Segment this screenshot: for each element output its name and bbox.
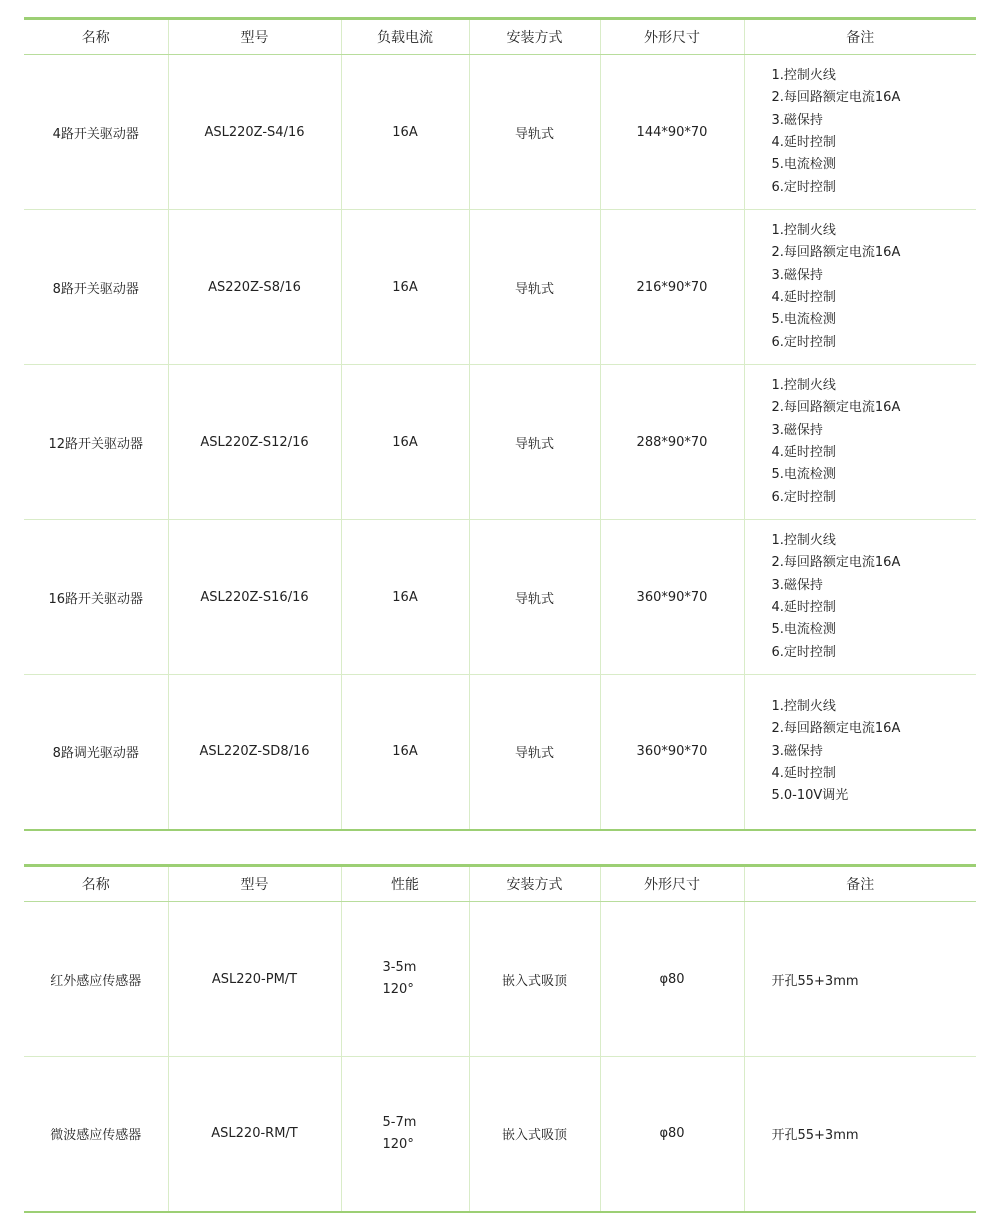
header-mounting: 安装方式 [469, 19, 600, 55]
cell-dimensions: φ80 [600, 902, 744, 1057]
cell-dimensions: φ80 [600, 1057, 744, 1212]
cell-notes [744, 210, 976, 365]
note-text: 开孔55+3mm [771, 1128, 859, 1144]
cell-load-current: 16A [341, 210, 469, 365]
note-item: 2.每回路额定电流16A [771, 400, 901, 416]
header-mounting: 安装方式 [469, 866, 600, 902]
note-item: 4.延时控制 [771, 445, 836, 460]
cell-model: ASL220Z-S4/16 [168, 55, 341, 210]
notes-list [772, 220, 977, 354]
cell-notes [744, 55, 976, 210]
performance-angle: 120° [382, 982, 414, 997]
cell-mounting: 导轨式 [469, 210, 600, 365]
table-row [24, 675, 976, 830]
drivers-spec-table [24, 17, 976, 831]
cell-model: ASL220Z-S12/16 [168, 365, 341, 520]
notes-list [772, 375, 977, 509]
table-row [24, 365, 976, 520]
cell-notes [744, 1057, 976, 1212]
note-item: 3.磁保持 [771, 112, 823, 128]
cell-name: 微波感应传感器 [24, 1057, 168, 1212]
note-item: 5.电流检测 [771, 467, 836, 483]
cell-dimensions: 360*90*70 [600, 675, 744, 830]
cell-mounting: 导轨式 [469, 675, 600, 830]
cell-performance [341, 902, 469, 1057]
cell-dimensions: 216*90*70 [600, 210, 744, 365]
note-item: 4.延时控制 [771, 135, 836, 150]
header-name: 名称 [24, 19, 168, 55]
cell-mounting: 导轨式 [469, 365, 600, 520]
cell-model: AS220Z-S8/16 [168, 210, 341, 365]
cell-load-current: 16A [341, 365, 469, 520]
drivers-header-row [24, 19, 976, 55]
note-item: 5.电流检测 [771, 157, 836, 173]
table-row [24, 520, 976, 675]
note-item: 3.磁保持 [771, 577, 823, 593]
cell-notes [744, 365, 976, 520]
cell-model: ASL220-RM/T [168, 1057, 341, 1212]
performance-range: 5-7m [382, 1114, 417, 1130]
cell-load-current: 16A [341, 520, 469, 675]
header-dimensions: 外形尺寸 [600, 19, 744, 55]
cell-name: 4路开关驱动器 [24, 55, 168, 210]
note-item: 1.控制火线 [771, 533, 836, 549]
sensors-spec-table [24, 864, 976, 1213]
cell-notes [744, 902, 976, 1057]
header-performance: 性能 [341, 866, 469, 902]
cell-name: 12路开关驱动器 [24, 365, 168, 520]
notes-list [772, 65, 977, 199]
note-item: 3.磁保持 [771, 267, 823, 283]
note-item: 5.电流检测 [771, 312, 836, 328]
note-text: 开孔55+3mm [771, 973, 859, 989]
note-item: 1.控制火线 [771, 68, 836, 84]
table-row [24, 210, 976, 365]
note-item: 5.0-10V调光 [771, 788, 849, 804]
note-item: 3.磁保持 [771, 743, 823, 759]
header-name: 名称 [24, 866, 168, 902]
cell-notes [744, 520, 976, 675]
note-item: 6.定时控制 [771, 179, 836, 195]
cell-load-current: 16A [341, 55, 469, 210]
note-item: 4.延时控制 [771, 290, 836, 305]
table-row [24, 1057, 976, 1212]
cell-name: 8路开关驱动器 [24, 210, 168, 365]
cell-mounting: 导轨式 [469, 520, 600, 675]
header-model: 型号 [168, 866, 341, 902]
notes-list [772, 530, 977, 664]
cell-performance [341, 1057, 469, 1212]
table-row [24, 902, 976, 1057]
performance-angle: 120° [382, 1136, 414, 1152]
sensors-header-row [24, 866, 976, 902]
note-item: 4.延时控制 [771, 600, 836, 615]
note-item: 6.定时控制 [771, 334, 836, 350]
header-dimensions: 外形尺寸 [600, 866, 744, 902]
note-item: 3.磁保持 [771, 422, 823, 438]
note-item: 6.定时控制 [771, 644, 836, 660]
header-notes: 备注 [744, 866, 976, 902]
header-notes: 备注 [744, 19, 976, 55]
cell-name: 8路调光驱动器 [24, 675, 168, 830]
cell-notes [744, 675, 976, 830]
cell-dimensions: 360*90*70 [600, 520, 744, 675]
note-item: 2.每回路额定电流16A [771, 90, 901, 106]
cell-model: ASL220Z-S16/16 [168, 520, 341, 675]
cell-mounting: 导轨式 [469, 55, 600, 210]
note-item: 2.每回路额定电流16A [771, 555, 901, 571]
note-item: 1.控制火线 [771, 378, 836, 394]
header-model: 型号 [168, 19, 341, 55]
note-item: 2.每回路额定电流16A [771, 721, 901, 737]
cell-name: 16路开关驱动器 [24, 520, 168, 675]
header-load-current: 负载电流 [341, 19, 469, 55]
cell-dimensions: 288*90*70 [600, 365, 744, 520]
cell-mounting: 嵌入式吸顶 [469, 902, 600, 1057]
table-row [24, 55, 976, 210]
cell-dimensions: 144*90*70 [600, 55, 744, 210]
cell-name: 红外感应传感器 [24, 902, 168, 1057]
notes-list [772, 696, 977, 807]
cell-mounting: 嵌入式吸顶 [469, 1057, 600, 1212]
cell-model: ASL220Z-SD8/16 [168, 675, 341, 830]
note-item: 2.每回路额定电流16A [771, 245, 901, 261]
note-item: 4.延时控制 [771, 765, 836, 781]
performance-range: 3-5m [382, 960, 417, 975]
cell-model: ASL220-PM/T [168, 902, 341, 1057]
note-item: 5.电流检测 [771, 622, 836, 638]
cell-load-current: 16A [341, 675, 469, 830]
note-item: 1.控制火线 [771, 223, 836, 239]
note-item: 1.控制火线 [771, 699, 836, 714]
note-item: 6.定时控制 [771, 489, 836, 505]
